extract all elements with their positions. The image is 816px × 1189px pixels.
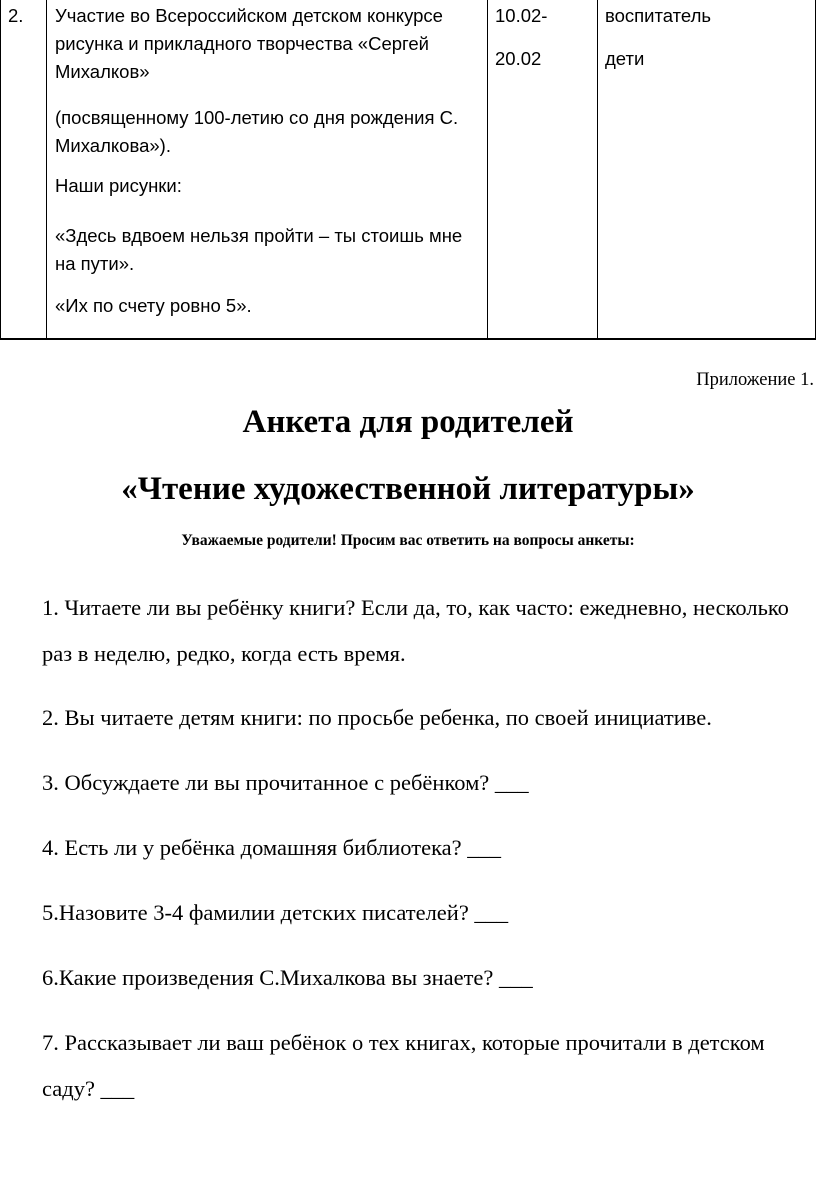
question-6: 6.Какие произведения С.Михалкова вы знаете? ___: [42, 965, 533, 990]
question-2: 2. Вы читаете детям книги: по просьбе ребенка, по своей инициативе.: [42, 705, 712, 730]
event-drawings-label: Наши рисунки:: [55, 175, 182, 196]
table-cell-responsible: [597, 0, 816, 338]
events-table: [0, 0, 816, 340]
table-cell-event: [47, 0, 487, 338]
event-title: Участие во Всероссийском детском конкурсе рисунка и прикладного творчества «Сергей Михалков»: [55, 5, 443, 82]
date-start: 10.02-: [495, 5, 548, 26]
survey-subtitle-title: «Чтение художественной литературы»: [121, 471, 695, 507]
survey-title: Анкета для родителей: [242, 404, 574, 440]
event-drawing-2: «Их по счету ровно 5».: [55, 295, 252, 316]
table-border-bottom: [0, 338, 816, 340]
question-7: 7. Рассказывает ли ваш ребёнок о тех книгах, которые прочитали в детском саду? ___: [42, 1030, 765, 1101]
table-cell-dates: [487, 0, 597, 338]
appendix-label: Приложение 1.: [696, 370, 814, 390]
date-end: 20.02: [495, 48, 542, 69]
responsible-educator: воспитатель: [605, 5, 712, 26]
survey-intro: Уважаемые родители! Просим вас ответить на вопросы анкеты:: [181, 532, 635, 549]
question-1: 1. Читаете ли вы ребёнку книги? Если да, то, как часто: ежедневно, несколько раз в неделю, редко, когда есть время.: [42, 595, 789, 666]
row-number: 2.: [8, 5, 24, 26]
responsible-children: дети: [605, 48, 645, 69]
question-5: 5.Назовите 3-4 фамилии детских писателей? ___: [42, 900, 509, 925]
event-dedication: (посвященному 100-летию со дня рождения С. Михалкова»).: [55, 107, 459, 156]
question-4: 4. Есть ли у ребёнка домашняя библиотека? ___: [42, 835, 502, 860]
table-cell-number: [0, 0, 47, 338]
event-drawing-1: «Здесь вдвоем нельзя пройти – ты стоишь мне на пути».: [55, 225, 463, 274]
question-3: 3. Обсуждаете ли вы прочитанное с ребёнком? ___: [42, 770, 529, 795]
